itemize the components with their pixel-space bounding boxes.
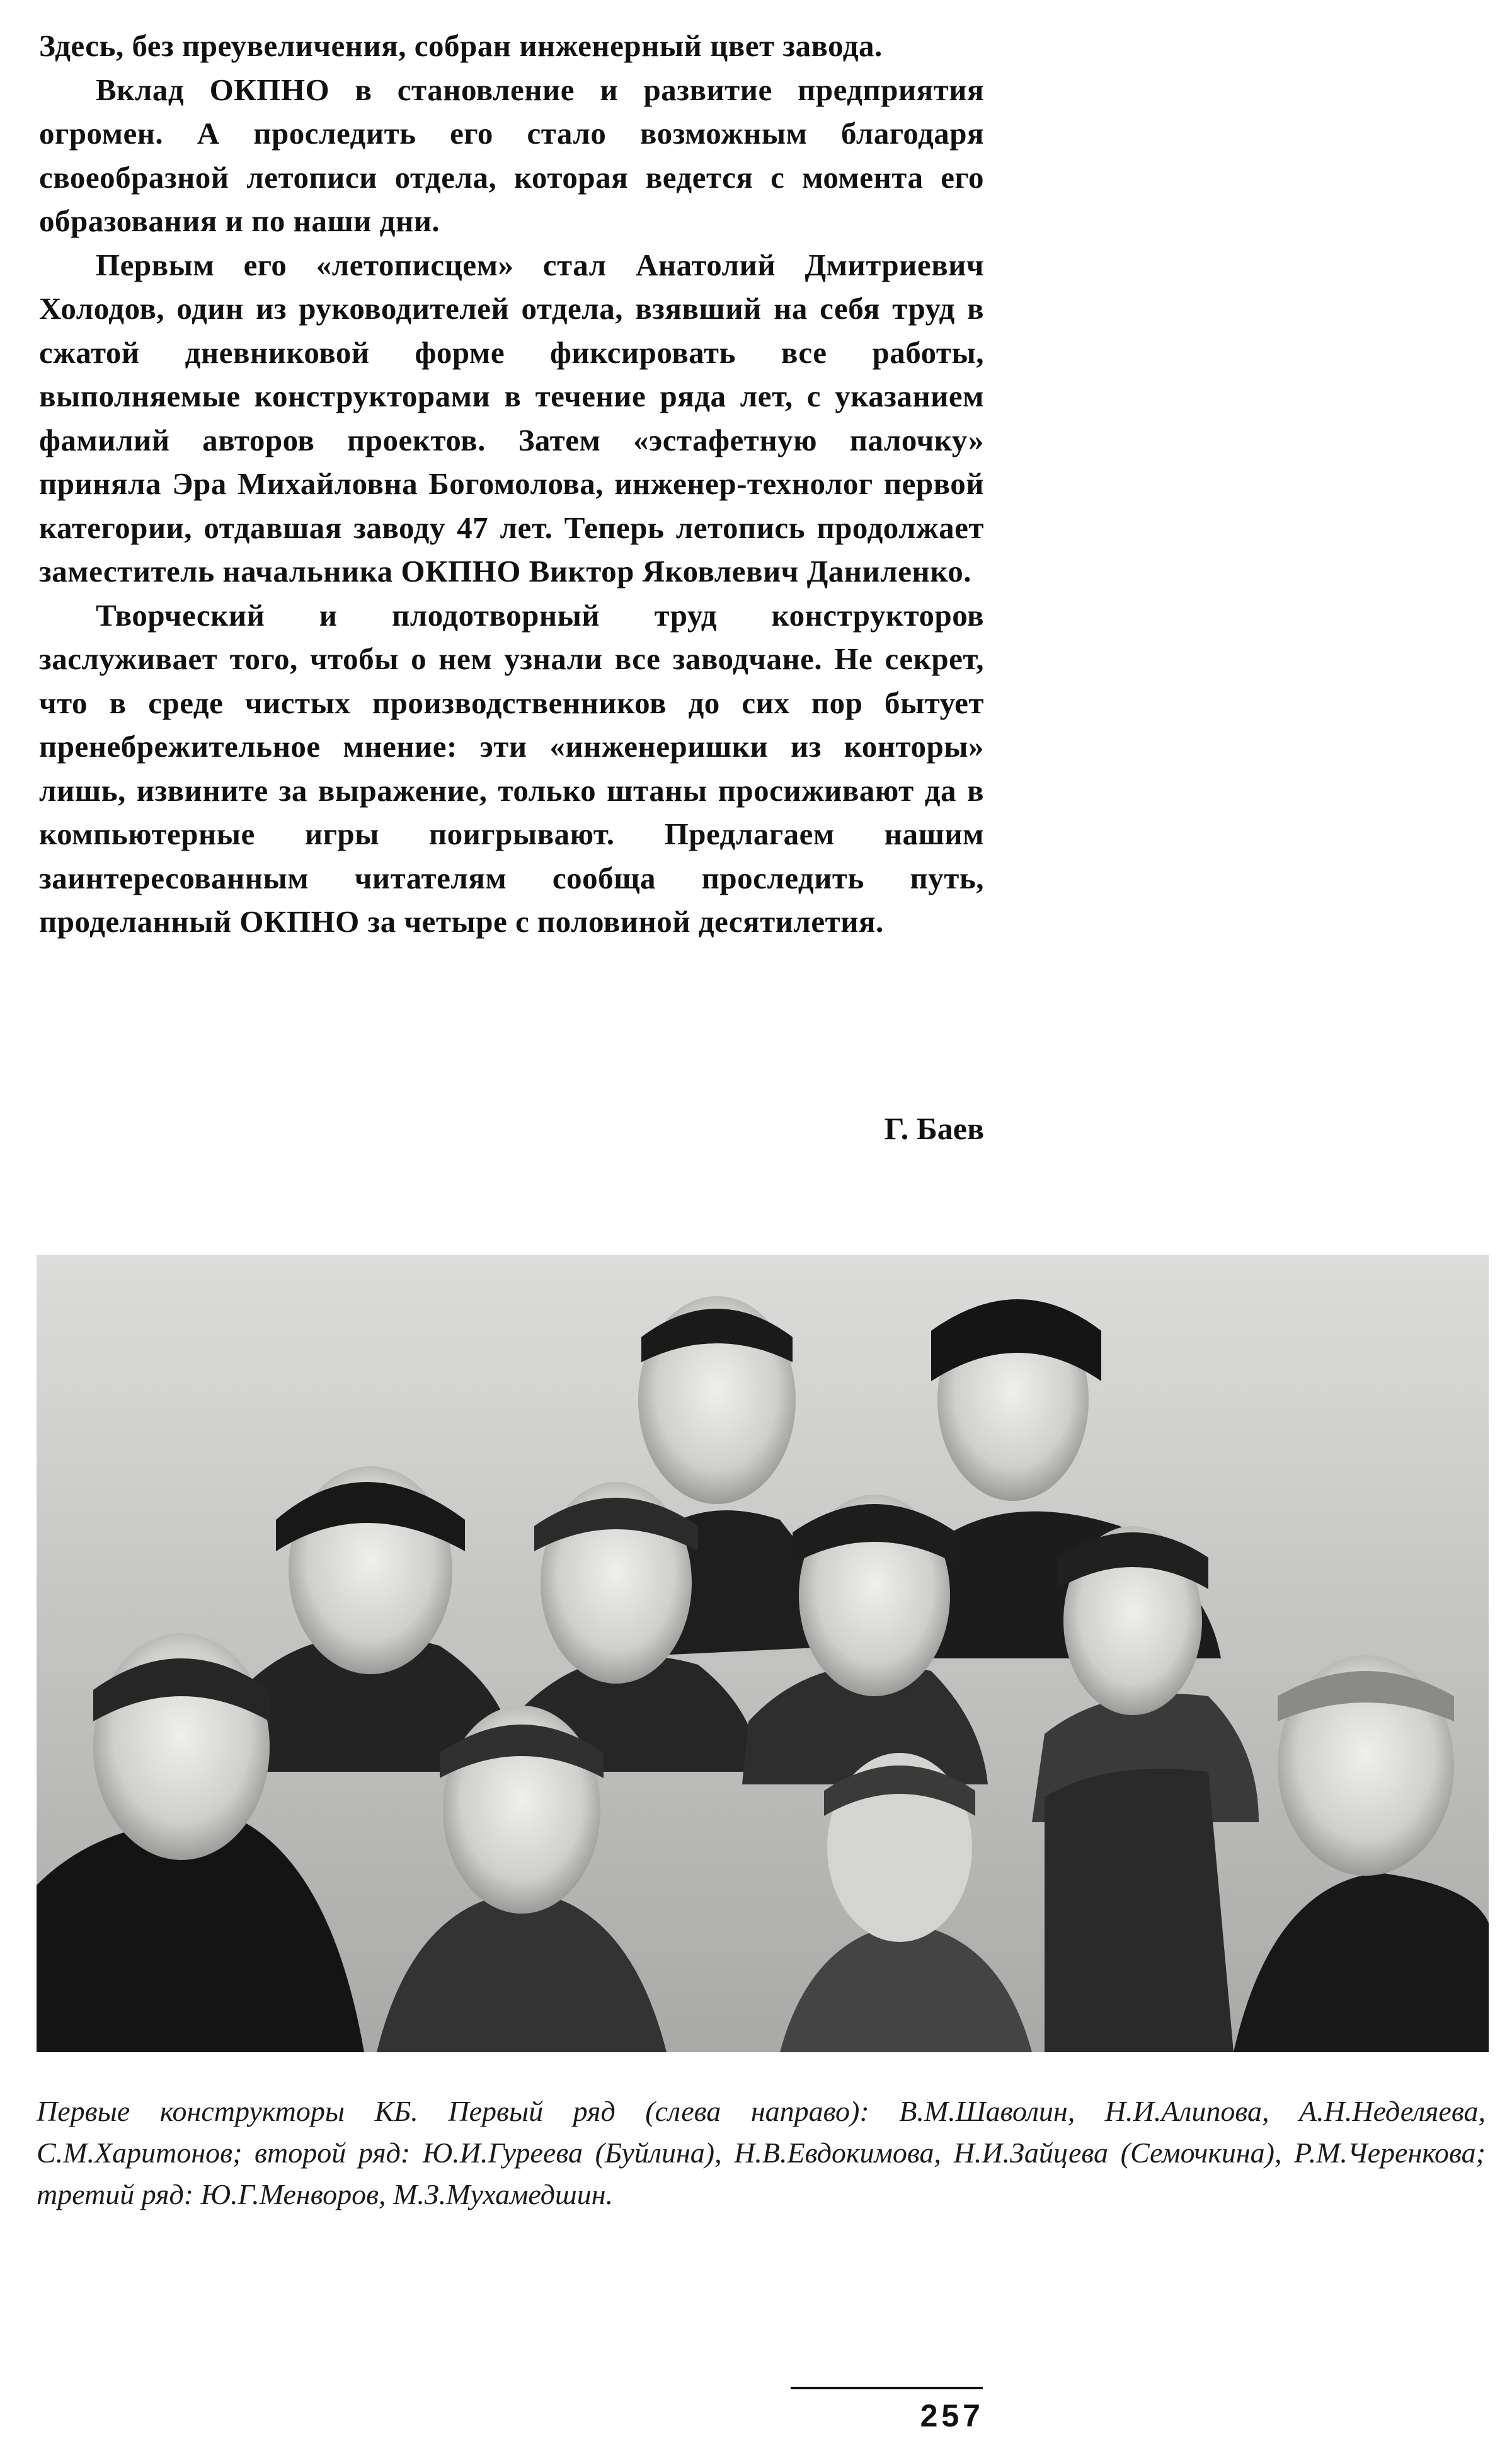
author-signature: Г. Баев	[884, 1111, 984, 1146]
paragraph-3: Первым его «летописцем» стал Анатолий Дмитриевич Холодов, один из руководителей отдела, взявший на себя труд в сжатой дневниковой форме фиксировать все работы, выполняемые конструкторами в течение ряда лет, с указанием фамилий авторов проектов. Затем «эстафетную палочку» приняла Эра Михайловна Богомолова, инженер-технолог первой категории, отдавшая заводу 47 лет. Теперь летопись продолжает заместитель начальника ОКПНО Виктор Яковлевич Даниленко.	[39, 247, 984, 589]
paragraph-4: Творческий и плодотворный труд конструкторов заслуживает того, чтобы о нем узнали все заводчане. Не секрет, что в среде чистых производственников до сих пор бытует пренебрежительное мнение: эти «инженеришки из конторы» лишь, извините за выражение, только штаны просиживают да в компьютерные игры поигрывают. Предлагаем нашим заинтересованным читателям сообща проследить путь, проделанный ОКПНО за четыре с половиной десятилетия.	[39, 597, 984, 939]
group-photo	[37, 1255, 1489, 2052]
group-photo-illustration	[37, 1255, 1489, 2052]
paragraph-1: Здесь, без преувеличения, собран инженерный цвет завода.	[39, 28, 883, 63]
photo-caption: Первые конструкторы КБ. Первый ряд (слева направо): В.М.Шаволин, Н.И.Алипова, А.Н.Неделяева, С.М.Харитонов; второй ряд: Ю.И.Гуреева (Буйлина), Н.В.Евдокимова, Н.И.Зайцева (Семочкина), Р.М.Черенкова; третий ряд: Ю.Г.Менворов, М.З.Мухамедшин.	[37, 2095, 1486, 2210]
paragraph-2: Вклад ОКПНО в становление и развитие предприятия огромен. А проследить его стало возможным благодаря своеобразной летописи отдела, которая ведется с момента его образования и по наши дни.	[39, 72, 984, 238]
footer-rule	[791, 2387, 983, 2389]
article-body	[39, 24, 984, 944]
page-number: 257	[920, 2398, 984, 2433]
